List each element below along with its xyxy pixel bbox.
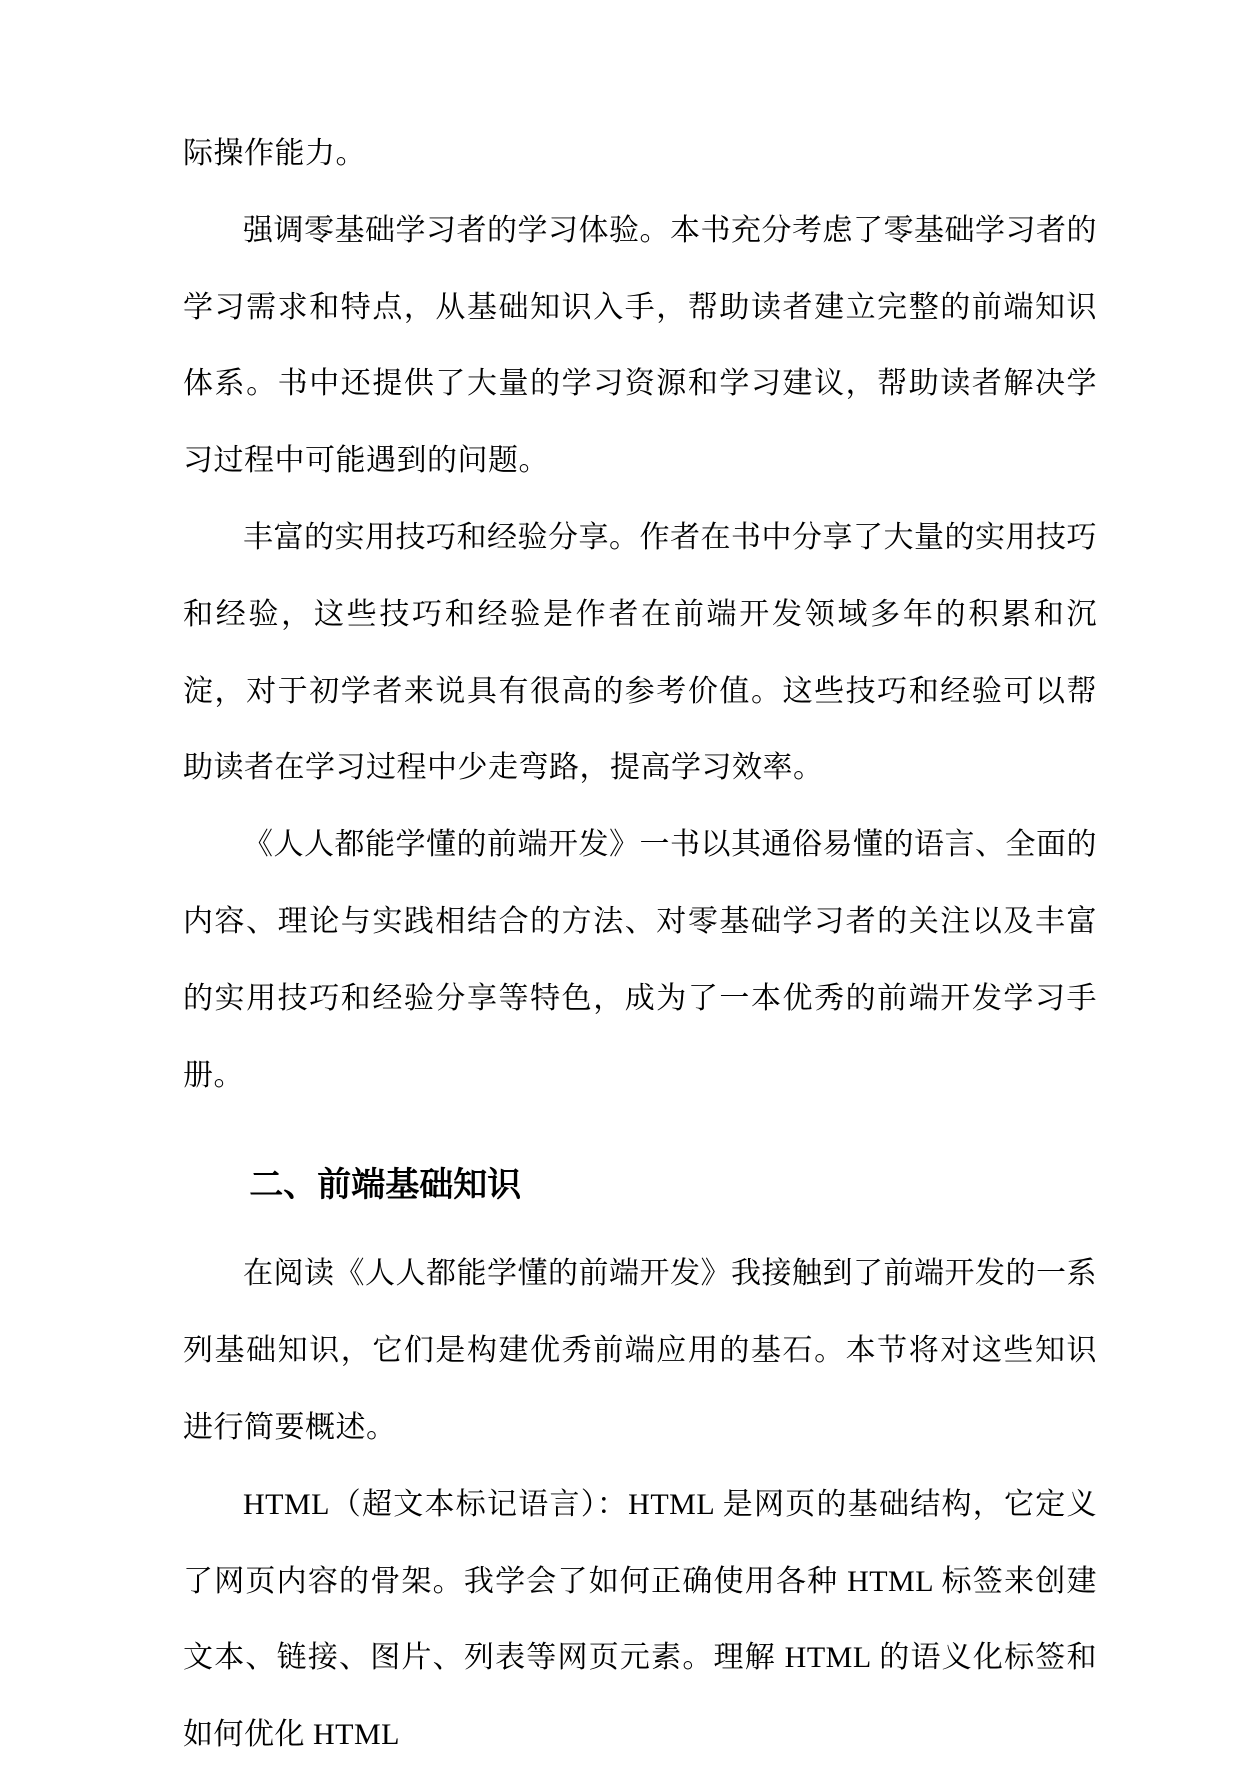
paragraph-page-continuation: 际操作能力。: [183, 137, 366, 170]
paragraph-html-basics: HTML（超文本标记语言）：HTML 是网页的基础结构，它定义了网页内容的骨架。我学会了如何正确使用各种 HTML 标签来创建文本、链接、图片、列表等网页元素。理解 HTML 的语义化标签和如何优化 HTML: [183, 1487, 1097, 1752]
paragraph-book-summary: 《人人都能学懂的前端开发》一书以其通俗易懂的语言、全面的内容、理论与实践相结合的方法、对零基础学习者的关注以及丰富的实用技巧和经验分享等特色，成为了一本优秀的前端开发学习手册。: [183, 828, 1097, 1092]
paragraph-learning-experience: 强调零基础学习者的学习体验。本书充分考虑了零基础学习者的学习需求和特点，从基础知识入手，帮助读者建立完整的前端知识体系。书中还提供了大量的学习资源和学习建议，帮助读者解决学习过程中可能遇到的问题。: [183, 213, 1097, 478]
paragraph-practical-tips: 丰富的实用技巧和经验分享。作者在书中分享了大量的实用技巧和经验，这些技巧和经验是作者在前端开发领域多年的积累和沉淀，对于初学者来说具有很高的参考价值。这些技巧和经验可以帮助读者在学习过程中少走弯路，提高学习效率。: [183, 520, 1097, 785]
paragraph-section-intro: 在阅读《人人都能学懂的前端开发》我接触到了前端开发的一系列基础知识，它们是构建优秀前端应用的基石。本节将对这些知识进行简要概述。: [183, 1257, 1097, 1444]
document-content: [183, 0, 1097, 1774]
section-heading-frontend-basics: 二、前端基础知识: [249, 1166, 522, 1205]
